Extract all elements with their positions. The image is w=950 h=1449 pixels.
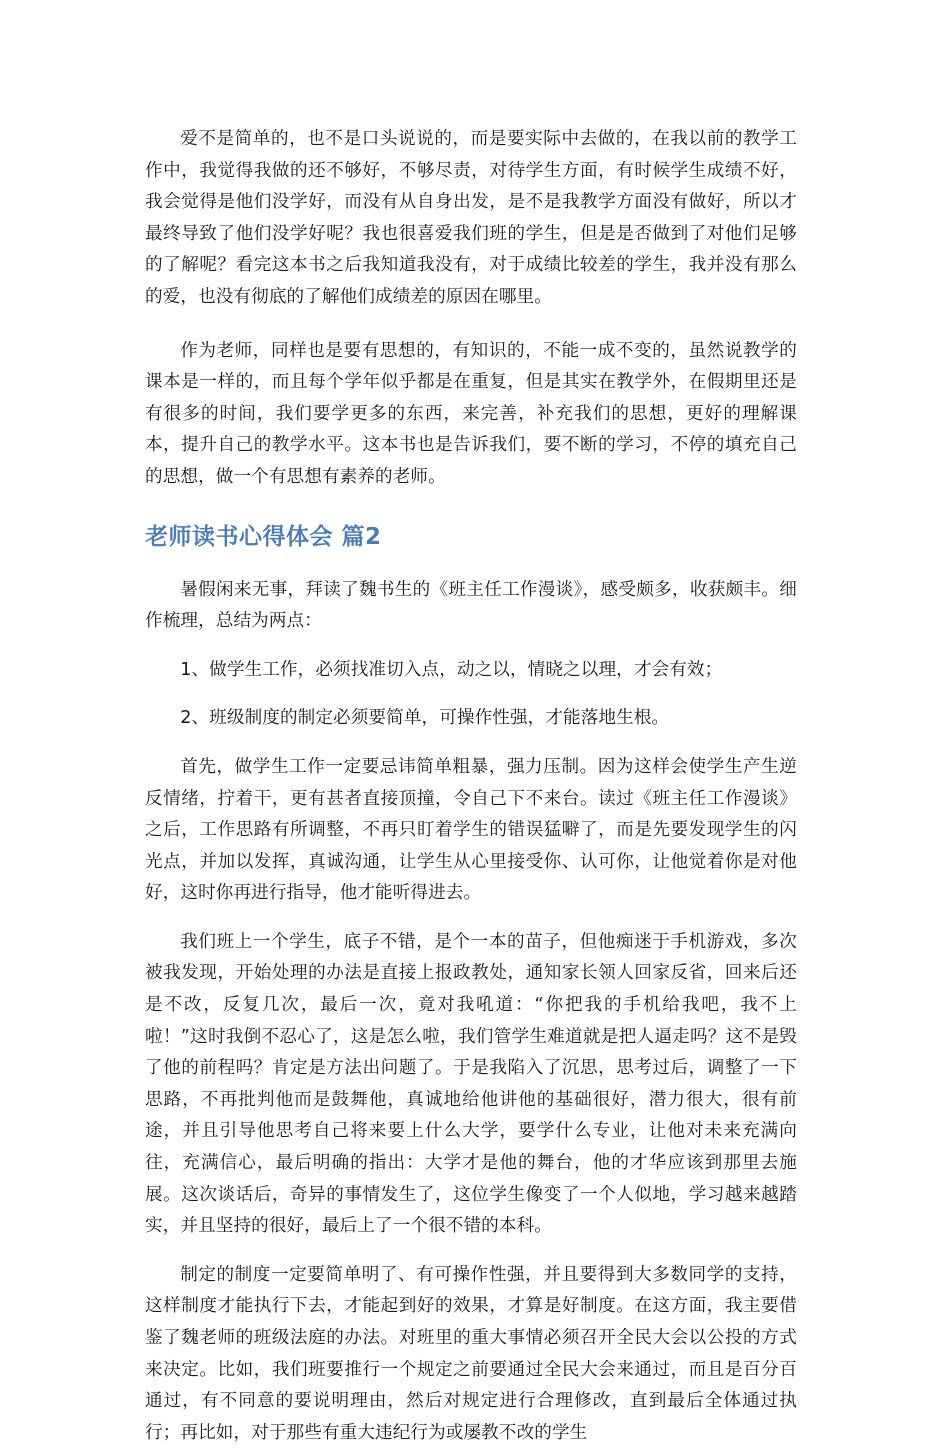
paragraph-love-teaching: 爱不是简单的，也不是口头说说的，而是要实际中去做的，在我以前的教学工作中，我觉得我做的还不够好，不够尽责，对待学生方面，有时候学生成绩不好，我会觉得是他们没学好，而没有从自身出发，是不是我教学方面没有做好，所以才最终导致了他们没学好呢？我也很喜爱我们班的学生，但是是否做到了对他们足够的了解呢？看完这本书之后我知道我没有，对于成绩比较差的学生，我并没有那么的爱，也没有彻底的了解他们成绩差的原因在哪里。 [145, 129, 797, 307]
document-page [145, 124, 797, 1449]
paragraph-class-rules: 制定的制度一定要简单明了、有可操作性强，并且要得到大多数同学的支持，这样制度才能执行下去，才能起到好的效果，才算是好制度。在这方面，我主要借鉴了魏老师的班级法庭的办法。对班里的重大事情必须召开全民大会以公投的方式来决定。比如，我们班要推行一个规定之前要通过全民大会来通过，而且是百分百通过，有不同意的要说明理由，然后对规定进行合理修改，直到最后全体通过执行；再比如，对于那些有重大违纪行为或屡教不改的学生 [145, 1264, 797, 1443]
paragraph-point-2: 2、班级制度的制定必须要简单，可操作性强，才能落地生根。 [180, 708, 670, 729]
paragraph-point-1: 1、做学生工作，必须找准切入点，动之以，情晓之以理，才会有效； [180, 659, 723, 680]
paragraph-first: 首先，做学生工作一定要忌讳简单粗暴，强力压制。因为这样会使学生产生逆反情绪，拧着干，更有甚者直接顶撞，令自己下不来台。读过《班主任工作漫谈》之后，工作思路有所调整，不再只盯着学生的错误猛噼了，而是先要发现学生的闪光点，并加以发挥，真诚沟通，让学生从心里接受你、认可你，让他觉着你是对他好，这时你再进行指导，他才能听得进去。 [145, 756, 797, 904]
paragraph-teacher-thinking: 作为老师，同样也是要有思想的，有知识的，不能一成不变的，虽然说教学的课本是一样的，而且每个学年似乎都是在重复，但是其实在教学外，在假期里还是有很多的时间，我们要学更多的东西，来完善，补充我们的思想，更好的理解课本，提升自己的教学水平。这本书也是告诉我们，要不断的学习，不停的填充自己的思想，做一个有思想有素养的老师。 [145, 340, 797, 487]
paragraph-summer-reading: 暑假闲来无事，拜读了魏书生的《班主任工作漫谈》，感受颇多，收获颇丰。细作梳理，总结为两点： [145, 579, 797, 632]
section-heading: 老师读书心得体会 篇2 [145, 523, 382, 550]
paragraph-student-story: 我们班上一个学生，底子不错，是个一本的苗子，但他痴迷于手机游戏，多次被我发现，开始处理的办法是直接上报政教处，通知家长领人回家反省，回来后还是不改，反复几次，最后一次，竟对我吼道：“你把我的手机给我吧，我不上啦！”这时我倒不忍心了，这是怎么啦，我们管学生难道就是把人逼走吗？这不是毁了他的前程吗？肯定是方法出问题了。于是我陷入了沉思，思考过后，调整了一下思路，不再批判他而是鼓舞他，真诚地给他讲他的基础很好，潜力很大，很有前途，并且引导他思考自己将来要上什么大学，要学什么专业，让他对未来充满向往，充满信心，最后明确的指出：大学才是他的舞台，他的才华应该到那里去施展。这次谈话后，奇异的事情发生了，这位学生像变了一个人似地，学习越来越踏实，并且坚持的很好，最后上了一个很不错的本科。 [145, 931, 797, 1237]
